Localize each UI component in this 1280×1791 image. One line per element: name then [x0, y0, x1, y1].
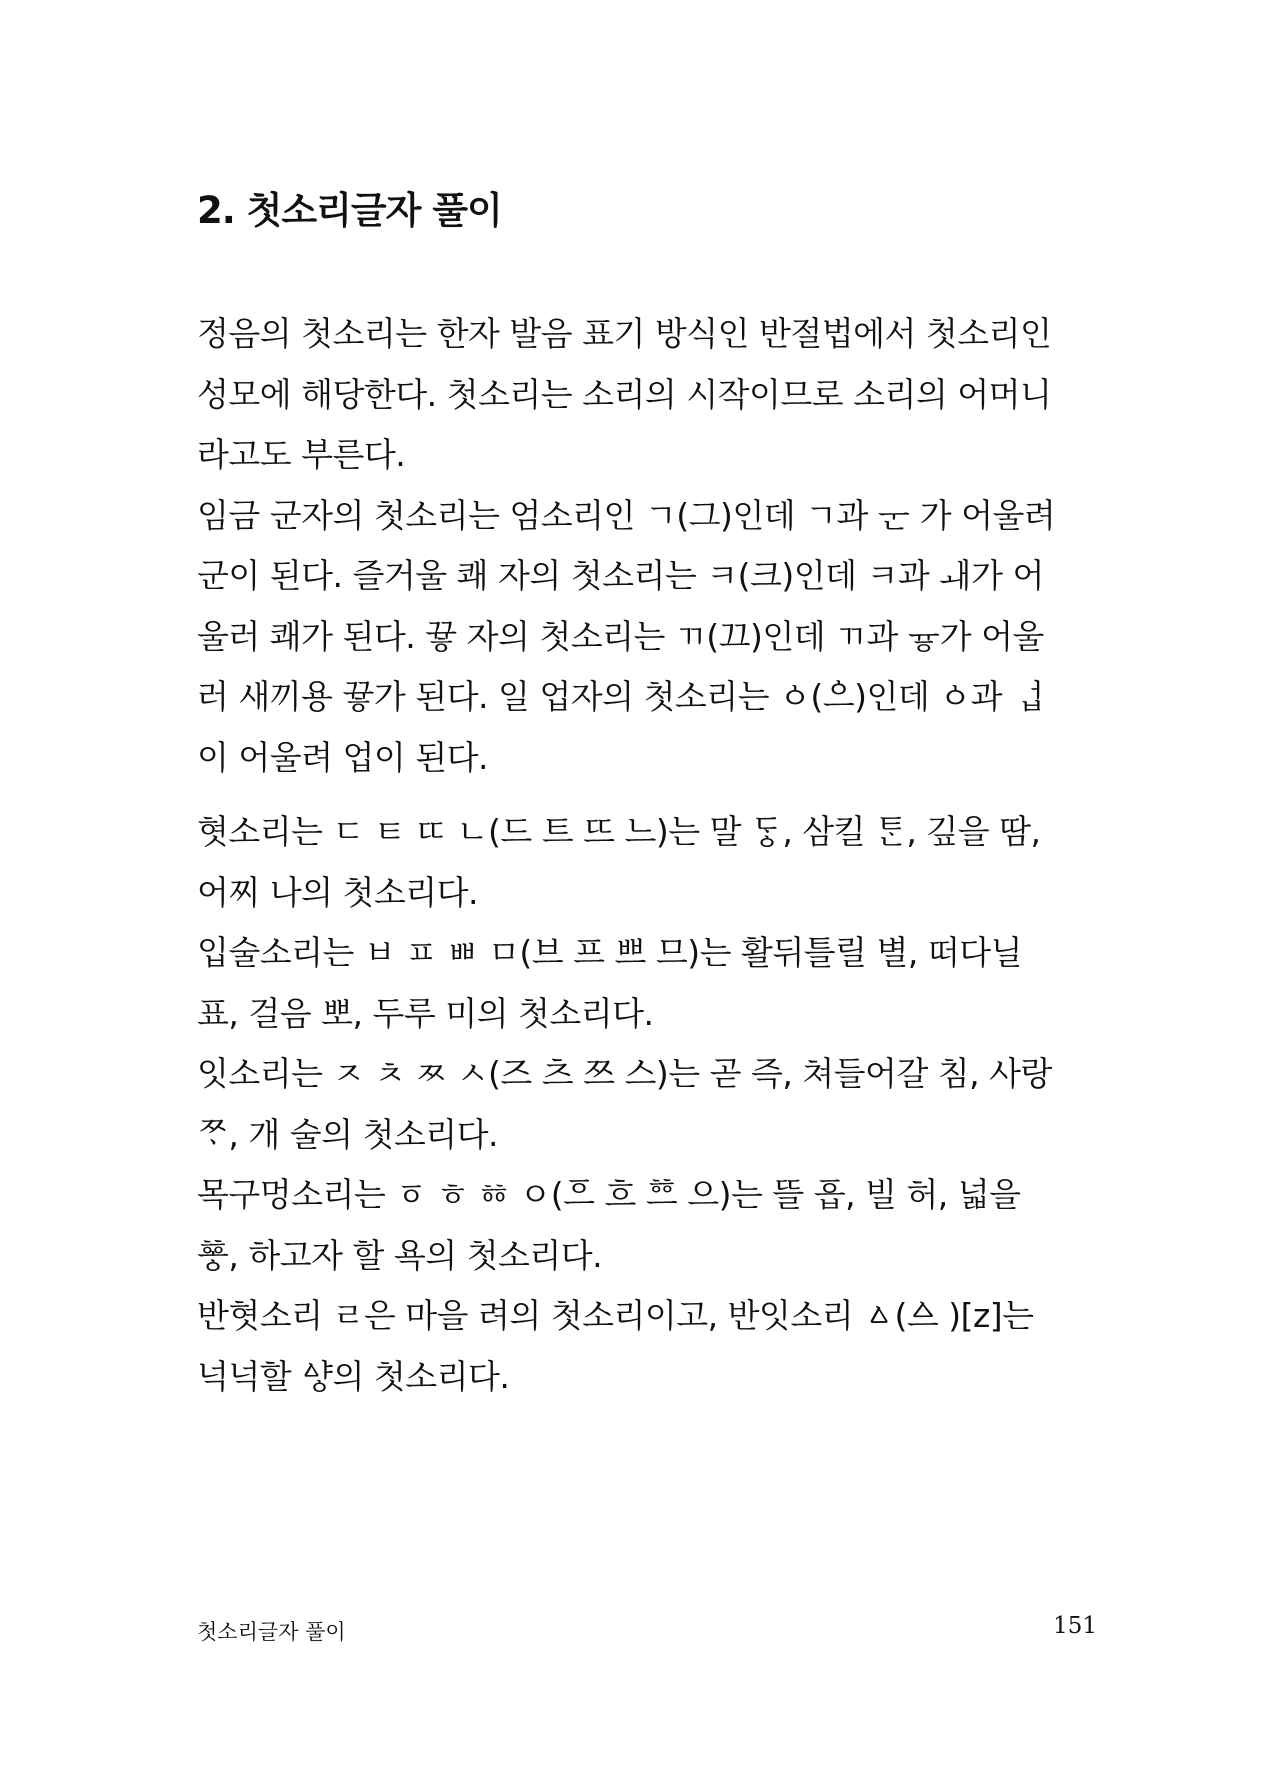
text-line: 임금 군자의 첫소리는 엄소리인 ㄱ(그)인데 ㄱ과 ᅟᅮᆫ 가 어울려 [197, 495, 1056, 535]
text-line: 입술소리는 ㅂ ㅍ ㅃ ㅁ(브 프 쁘 므)는 활뒤틀릴 별, 떠다닐 [197, 933, 1022, 972]
paragraph-consonant-groups [197, 802, 1097, 1407]
text-line: 반혓소리 ㄹ은 마을 려의 첫소리이고, 반잇소리 ㅿ(ᅀᅳ )[z]는 [197, 1296, 1034, 1335]
body-text [197, 304, 1097, 1407]
text-line: 어찌 나의 첫소리다. [197, 872, 478, 912]
text-line: 군이 된다. 즐거울 쾌 자의 첫소리는 ㅋ(크)인데 ㅋ과 ᅟᅫ가 어 [197, 556, 1044, 595]
text-line: 이 어울려 업이 된다. [197, 737, 488, 777]
page-number: 151 [1053, 1613, 1097, 1639]
text-line: ᅘᅩᇰ, 하고자 할 욕의 첫소리다. [197, 1235, 603, 1275]
paragraph-initial-consonants [197, 304, 1097, 788]
text-line: 표, 걸음 뽀, 두루 미의 첫소리다. [197, 993, 654, 1033]
text-line: 울러 쾌가 된다. 끃 자의 첫소리는 ㄲ(끄)인데 ㄲ과 ᅟᅲᇹ가 어울 [197, 616, 1044, 656]
text-line: ᄍᆞ, 개 술의 첫소리다. [197, 1114, 498, 1154]
text-line: 정음의 첫소리는 한자 발음 표기 방식인 반절법에서 첫소리인 [197, 314, 1052, 353]
paragraph-gap [197, 788, 1097, 802]
text-line: 러 새끼용 끃가 된다. 일 업자의 첫소리는 ㆁ(ᅌᅳ)인데 ㆁ과 ᅟᅥᆸ [197, 677, 1044, 716]
section-heading: 2. 첫소리글자 풀이 [197, 189, 502, 232]
text-line: 혓소리는 ㄷ ㅌ ㄸ ㄴ(드 트 뜨 느)는 말 ᄃᆞᇰ, 삼킬 ᄐᆞᆫ, 깊을 땀, [197, 812, 1041, 851]
text-line: 라고도 부른다. [197, 435, 406, 474]
text-line: 잇소리는 ㅈ ㅊ ㅉ ㅅ(즈 츠 쯔 스)는 곧 즉, 쳐들어갈 침, 사랑 [197, 1054, 1052, 1093]
text-line: 성모에 해당한다. 첫소리는 소리의 시작이므로 소리의 어머니 [197, 374, 1052, 414]
running-footer-title: 첫소리글자 풀이 [197, 1620, 346, 1644]
text-line: 목구멍소리는 ㆆ ㅎ ㆅ ㅇ(ᅙᅳ 흐 ᅘᅳ 으)는 뜰 ᅙᅳᆸ, 빌 허, 넓을 [197, 1175, 1021, 1214]
text-line: 넉넉할 ᅀᅣᇰ의 첫소리다. [197, 1356, 510, 1396]
